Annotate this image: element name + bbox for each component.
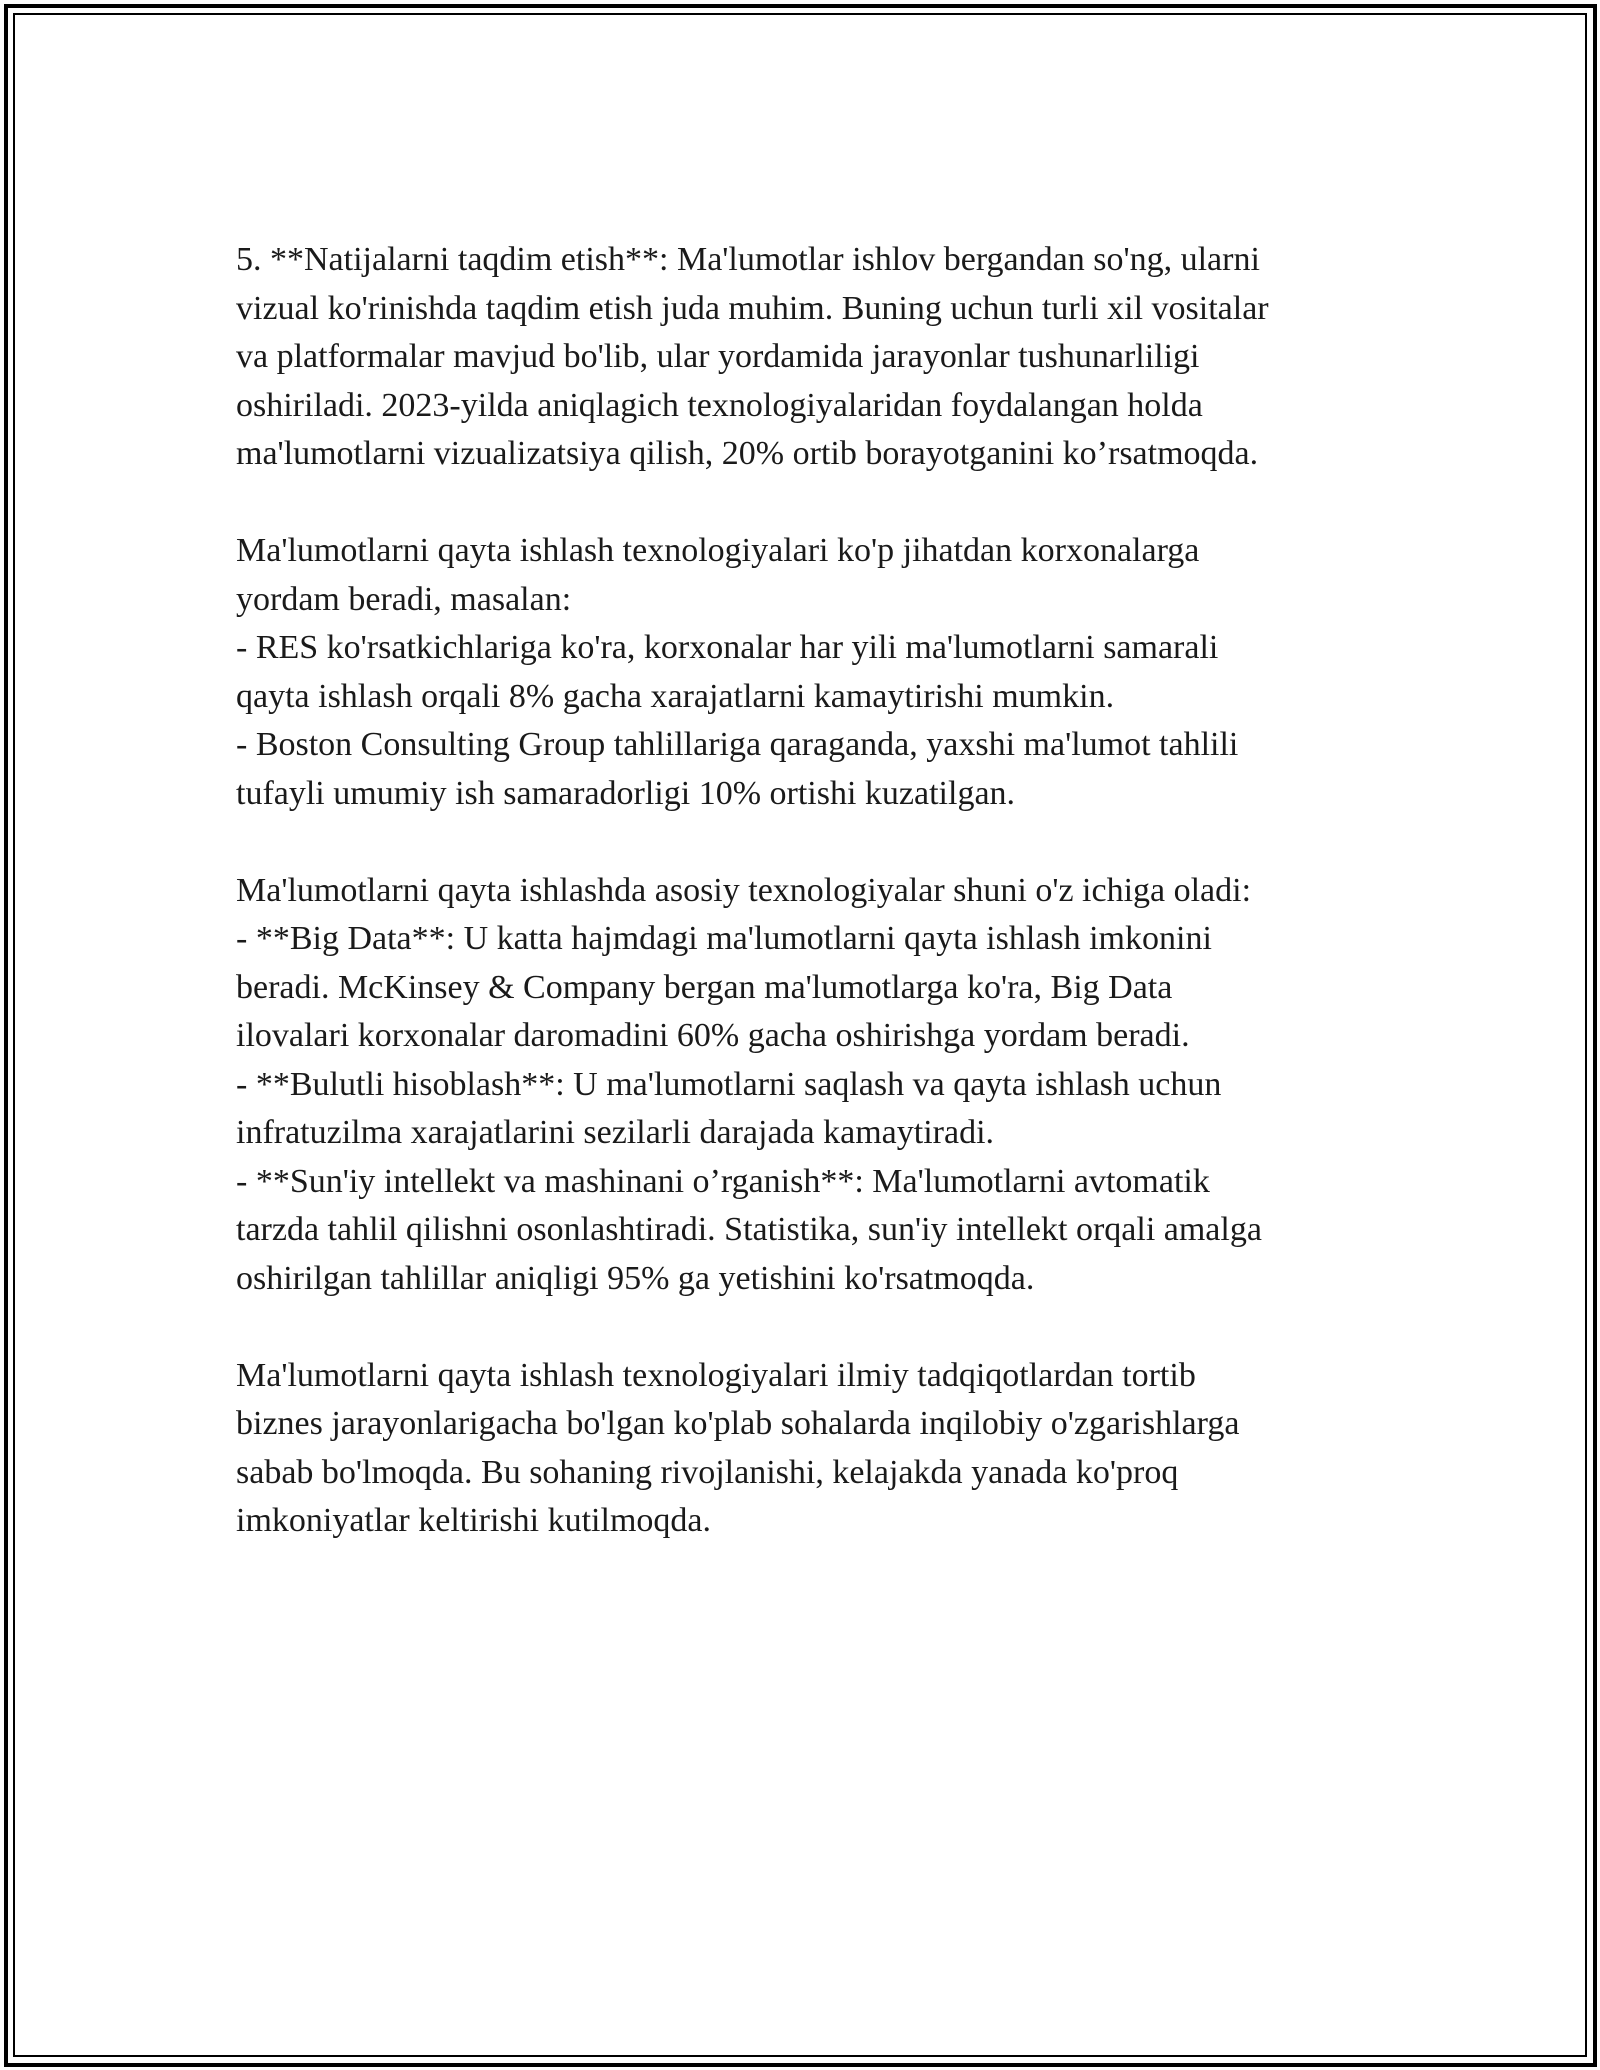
paragraph-results-presentation — [236, 236, 1366, 479]
paragraph-business-benefits — [236, 527, 1366, 818]
text-line: - **Sun'iy intellekt va mashinani o’rganish**: Ma'lumotlarni avtomatik — [236, 1162, 1210, 1200]
text-line: tarzda tahlil qilishni osonlashtiradi. Statistika, sun'iy intellekt orqali amalga — [236, 1211, 1262, 1248]
text-line: vizual ko'rinishda taqdim etish juda muhim. Buning uchun turli xil vositalar — [236, 289, 1269, 327]
text-line: va platformalar mavjud bo'lib, ular yordamida jarayonlar tushunarliligi — [236, 338, 1200, 375]
text-line: imkoniyatlar keltirishi kutilmoqda. — [236, 1502, 711, 1539]
text-line: 5. **Natijalarni taqdim etish**: Ma'lumotlar ishlov bergandan so'ng, ularni — [236, 241, 1260, 278]
text-line: biznes jarayonlarigacha bo'lgan ko'plab sohalarda inqilobiy o'zgarishlarga — [236, 1405, 1240, 1442]
text-line: infratuzilma xarajatlarini sezilarli darajada kamaytiradi. — [236, 1114, 995, 1151]
text-line: Ma'lumotlarni qayta ishlash texnologiyalari ko'p jihatdan korxonalarga — [236, 532, 1200, 569]
text-line: sabab bo'lmoqda. Bu sohaning rivojlanishi, kelajakda yanada ko'proq — [236, 1453, 1179, 1491]
paragraph-conclusion — [236, 1352, 1366, 1546]
text-line: Ma'lumotlarni qayta ishlash texnologiyalari ilmiy tadqiqotlardan tortib — [236, 1356, 1196, 1394]
text-line: - **Bulutli hisoblash**: U ma'lumotlarni saqlash va qayta ishlash uchun — [236, 1065, 1222, 1103]
text-line: - RES ko'rsatkichlariga ko'ra, korxonalar har yili ma'lumotlarni samarali — [236, 629, 1219, 666]
text-line: - **Big Data**: U katta hajmdagi ma'lumotlarni qayta ishlash imkonini — [236, 920, 1212, 957]
text-line: ilovalari korxonalar daromadini 60% gacha oshirishga yordam beradi. — [236, 1017, 1190, 1054]
text-line: oshirilgan tahlillar aniqligi 95% ga yetishini ko'rsatmoqda. — [236, 1259, 1035, 1297]
text-line: tufayli umumiy ish samaradorligi 10% ortishi kuzatilgan. — [236, 774, 1016, 812]
text-line: Ma'lumotlarni qayta ishlashda asosiy texnologiyalar shuni o'z ichiga oladi: — [236, 871, 1252, 909]
text-line: beradi. McKinsey & Company bergan ma'lumotlarga ko'ra, Big Data — [236, 968, 1173, 1006]
text-line: yordam beradi, masalan: — [236, 580, 572, 618]
text-line: ma'lumotlarni vizualizatsiya qilish, 20% ortib borayotganini ko’rsatmoqda. — [236, 435, 1259, 472]
paragraph-core-technologies — [236, 867, 1366, 1304]
document-body — [236, 236, 1366, 1594]
text-line: oshiriladi. 2023-yilda aniqlagich texnologiyalaridan foydalangan holda — [236, 386, 1203, 424]
text-line: qayta ishlash orqali 8% gacha xarajatlarni kamaytirishi mumkin. — [236, 677, 1115, 715]
text-line: - Boston Consulting Group tahlillariga qaraganda, yaxshi ma'lumot tahlili — [236, 726, 1239, 763]
